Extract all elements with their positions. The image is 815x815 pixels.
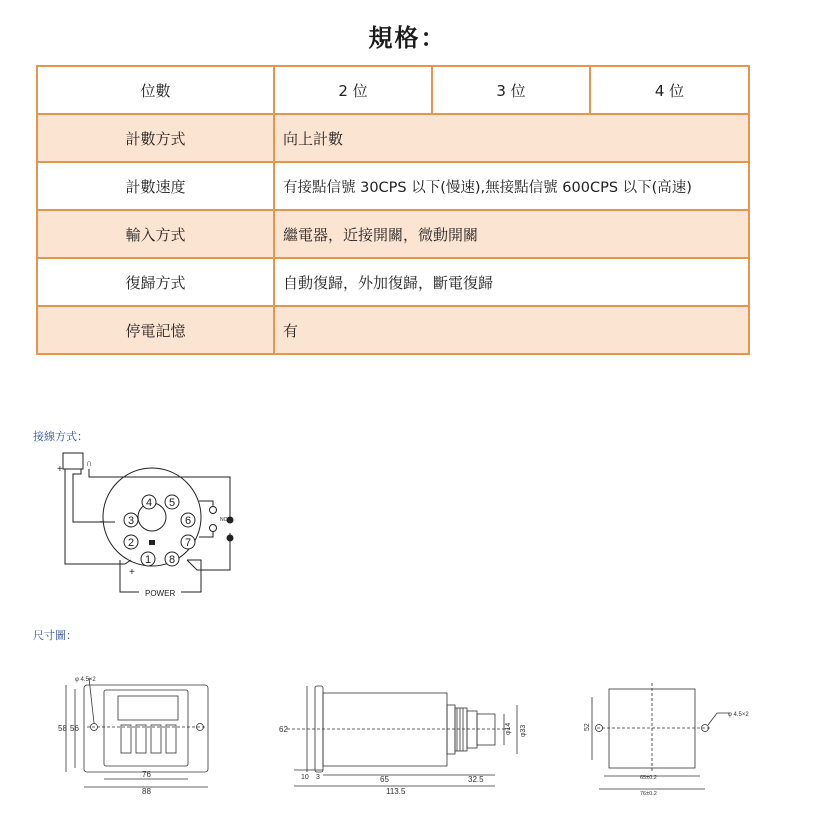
svg-text:6: 6 (184, 515, 192, 527)
row-value: 自動復歸，外加復歸，斷電復歸 (274, 258, 749, 306)
panel-w65-label: 65±0.2 (640, 775, 657, 781)
panel-cutout-drawing (582, 673, 762, 798)
spec-table (36, 65, 750, 355)
side-d32-5-label: 32.5 (468, 775, 484, 784)
row-value: 有接點信號 30CPS 以下(慢速),無接點信號 600CPS 以下(高速) (274, 162, 749, 210)
row-label: 復歸方式 (37, 258, 274, 306)
row-label: 計數方式 (37, 114, 274, 162)
reset-symbol: ∩ (86, 458, 93, 468)
pin-6 (181, 513, 195, 527)
side-phi14-label: φ14 (505, 722, 512, 735)
minus-label: − (99, 517, 105, 528)
side-d65-label: 65 (380, 775, 389, 784)
header-digit-4: 4 位 (590, 66, 749, 114)
svg-text:8: 8 (168, 554, 176, 566)
plus-power-label: + (129, 567, 135, 578)
panel-h52-label: 52 (584, 723, 591, 731)
pin-7 (181, 535, 195, 549)
front-w76-label: 76 (142, 770, 151, 779)
front-hole-label: φ 4.5×2 (75, 677, 96, 683)
table-row (37, 306, 749, 354)
plus-top-label: + (57, 464, 63, 475)
page-title: 規格： (368, 24, 447, 52)
pin-3 (124, 513, 138, 527)
dimension-section-label: 尺寸圖： (33, 629, 77, 642)
pin-8 (165, 552, 179, 566)
side-view-drawing (272, 673, 542, 798)
table-row (37, 162, 749, 210)
side-h62-label: 62 (279, 725, 288, 734)
front-h56-label: 56 (70, 724, 79, 733)
panel-w76-label: 76±0.2 (640, 791, 657, 797)
svg-text:5: 5 (168, 497, 176, 509)
row-label: 輸入方式 (37, 210, 274, 258)
pin-1 (141, 552, 155, 566)
front-h58-label: 58 (58, 724, 67, 733)
header-label: 位數 (37, 66, 274, 114)
pin-2 (124, 535, 138, 549)
row-value: 繼電器，近接開關，微動開關 (274, 210, 749, 258)
side-d3-label: 3 (316, 774, 320, 781)
header-digit-2: 2 位 (274, 66, 432, 114)
svg-text:1: 1 (144, 554, 152, 566)
pin-4 (142, 495, 156, 509)
row-label: 計數速度 (37, 162, 274, 210)
wiring-diagram (55, 452, 255, 604)
front-view-drawing (55, 673, 225, 798)
table-row (37, 210, 749, 258)
side-d10-label: 10 (301, 774, 309, 781)
row-label: 停電記憶 (37, 306, 274, 354)
header-digit-3: 3 位 (432, 66, 590, 114)
front-w88-label: 88 (142, 787, 151, 796)
wiring-section-label: 接線方式： (33, 430, 88, 443)
table-row (37, 114, 749, 162)
row-value: 向上計數 (274, 114, 749, 162)
svg-text:2: 2 (127, 537, 135, 549)
row-value: 有 (274, 306, 749, 354)
svg-text:3: 3 (127, 515, 135, 527)
table-row (37, 258, 749, 306)
svg-text:NO: NO (220, 517, 228, 523)
table-header-row (37, 66, 749, 114)
side-phi33-label: φ33 (520, 724, 527, 737)
side-d113-5-label: 113.5 (386, 787, 406, 796)
svg-text:7: 7 (184, 537, 192, 549)
power-label: POWER (145, 589, 176, 598)
pin-5 (165, 495, 179, 509)
svg-text:4: 4 (145, 497, 153, 509)
panel-hole-label: φ 4.5×2 (728, 712, 749, 718)
